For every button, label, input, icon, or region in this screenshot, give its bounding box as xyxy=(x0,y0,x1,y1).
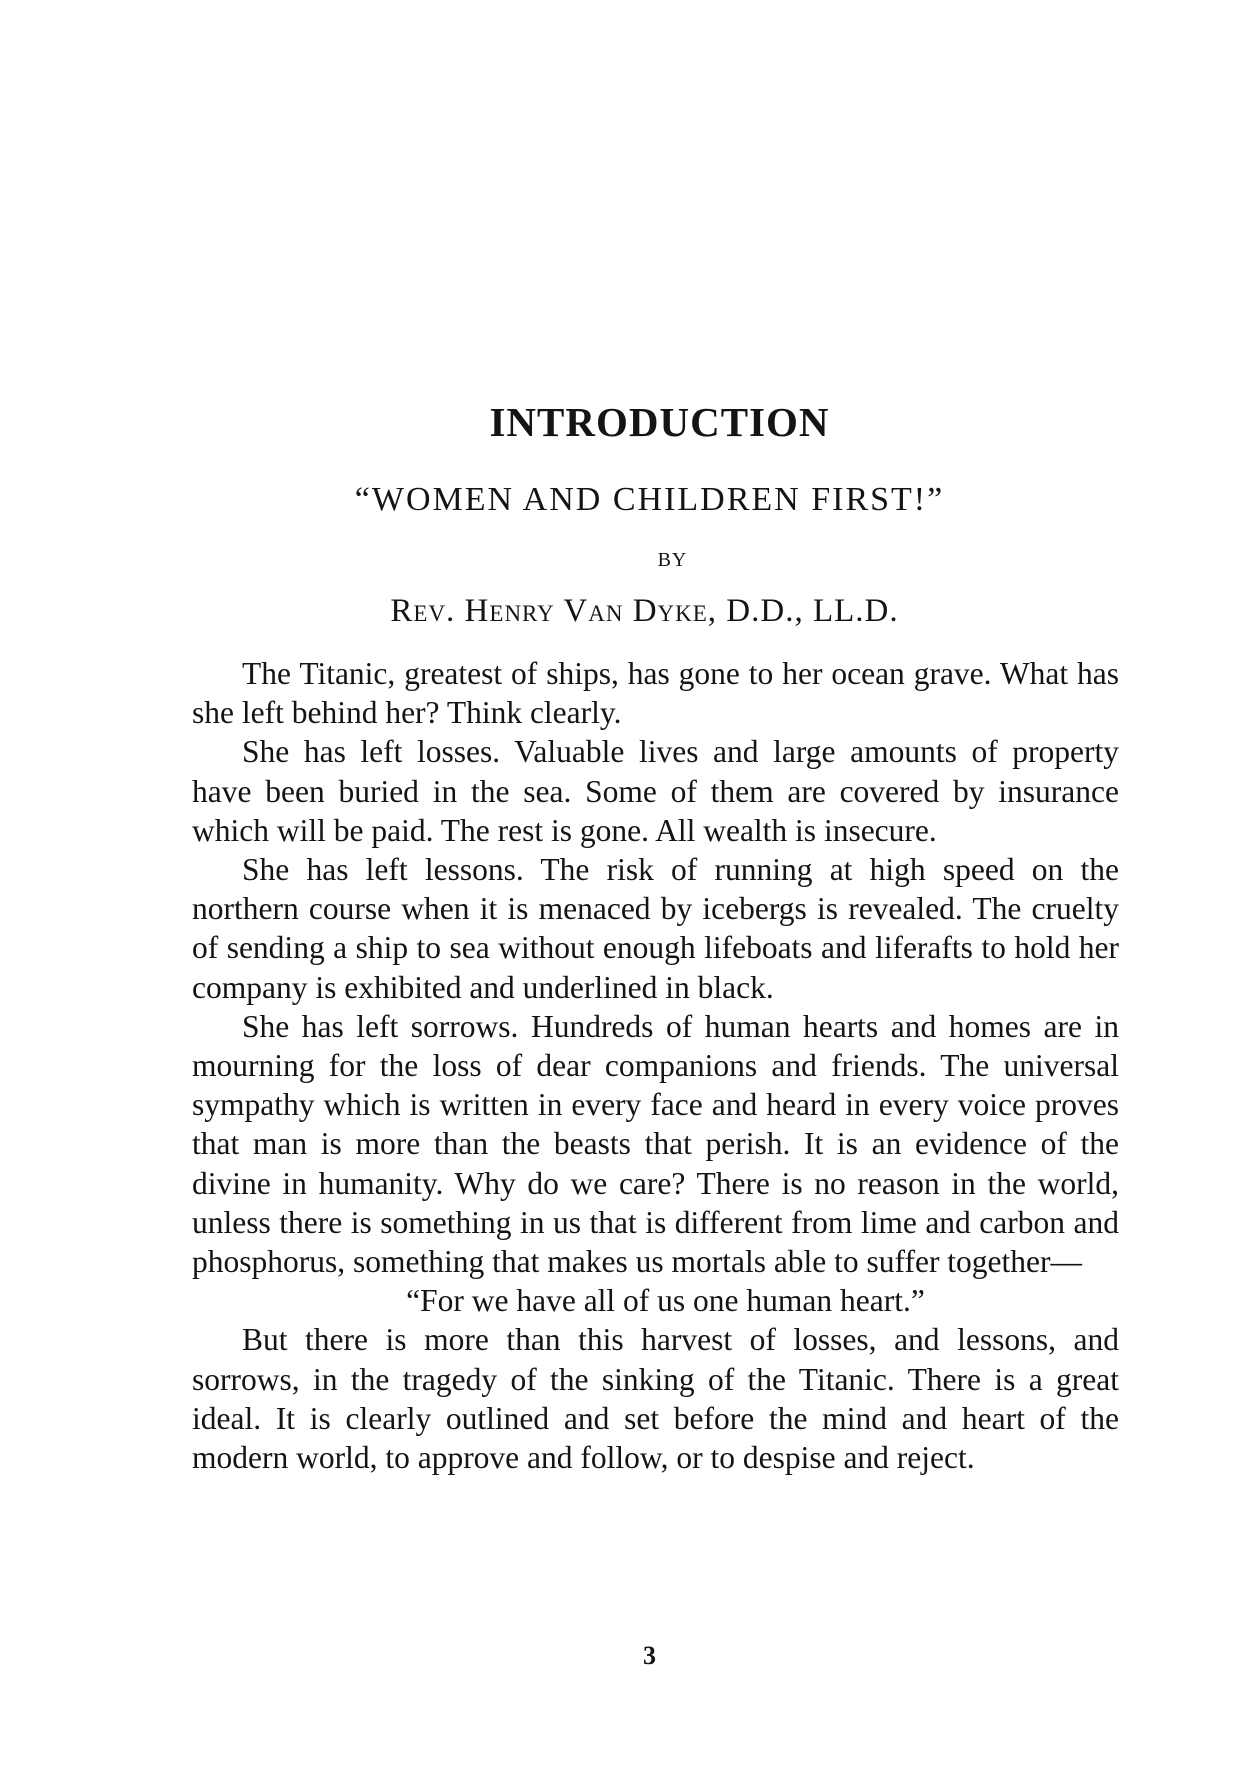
page-number: 3 xyxy=(643,1641,656,1670)
chapter-heading: INTRODUCTION xyxy=(489,399,830,445)
quotation-line: “For we have all of us one human heart.” xyxy=(406,1283,925,1319)
byline-label: BY xyxy=(657,549,688,571)
paragraph-lessons: She has left lessons. The risk of running at high speed on the northern course when it is menaced by icebergs is revealed. The cruelty of sending a ship to sea without enough lifeboats and liferafts to hold her company is exhibited and underlined in black. xyxy=(192,852,1119,1005)
paragraph-titanic-grave: The Titanic, greatest of ships, has gone to her ocean grave. What has she left behind her? Think clearly. xyxy=(192,656,1119,731)
paragraph-losses: She has left losses. Valuable lives and large amounts of property have been buried in the sea. Some of them are covered by insurance which will be paid. The rest is gone. All wealth is insecure. xyxy=(192,734,1119,848)
body-text xyxy=(192,654,1119,1477)
chapter-subtitle: “WOMEN AND CHILDREN FIRST!” xyxy=(354,481,945,518)
author-name: Rev. Henry Van Dyke, D.D., LL.D. xyxy=(390,593,899,629)
paragraph-sorrows: She has left sorrows. Hundreds of human hearts and homes are in mourning for the loss of dear companions and friends. The universal sympathy which is written in every face and heard in every voice proves that man is more than the beasts that perish. It is an evidence of the divine in humanity. Why do we care? There is no reason in the world, unless there is something in us that is different from lime and carbon and phosphorus, something that makes us mortals able to suffer together— xyxy=(192,1008,1119,1280)
paragraph-great-ideal: But there is more than this harvest of losses, and lessons, and sorrows, in the tragedy of the sinking of the Titanic. There is a great ideal. It is clearly outlined and set before the mind and heart of the modern world, to approve and follow, or to despise and reject. xyxy=(192,1322,1119,1476)
